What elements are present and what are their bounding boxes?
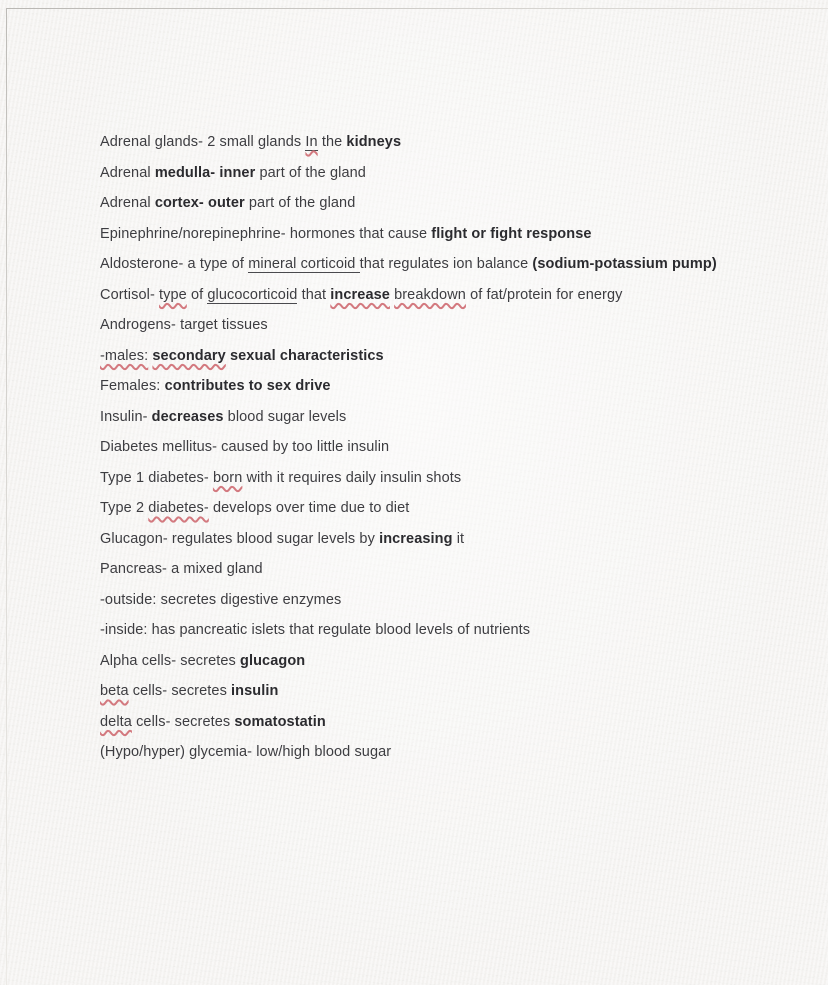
text-segment: cells- secretes [131, 713, 235, 730]
note-line [100, 252, 750, 276]
note-line [100, 466, 750, 490]
text-segment: blood sugar levels [223, 408, 347, 425]
note-line [100, 405, 750, 429]
paper-edge-left [6, 8, 7, 985]
note-line [100, 557, 750, 581]
text-segment: part of the gland [244, 195, 356, 211]
text-segment: Alpha cells- secretes [100, 652, 241, 669]
text-segment: Insulin- [100, 408, 152, 425]
text-segment: Females: [100, 378, 165, 394]
text-segment: part of the gland [255, 164, 366, 181]
text-segment: insulin [231, 683, 279, 699]
text-segment: it [452, 530, 465, 547]
text-segment: kidneys [346, 134, 402, 150]
note-line [100, 527, 750, 551]
text-segment: Adrenal glands- 2 small glands [100, 134, 306, 150]
text-segment: decreases [151, 408, 224, 425]
text-segment: Adrenal [100, 195, 155, 211]
notes-body [100, 130, 750, 771]
note-line [100, 496, 750, 520]
text-segment: diabetes- [148, 500, 209, 516]
text-segment: cells- secretes [128, 683, 232, 699]
text-segment: somatostatin [234, 713, 326, 730]
text-segment: Type 1 diabetes- [100, 469, 213, 486]
note-line [100, 344, 750, 368]
text-segment: that regulates ion balance [359, 256, 533, 272]
note-line [100, 222, 750, 246]
text-segment: of fat/protein for energy [465, 286, 623, 303]
note-line [100, 588, 750, 612]
note-line [100, 161, 750, 185]
note-line [100, 130, 750, 154]
text-segment: mineral corticoid [248, 256, 360, 272]
text-segment: increasing [379, 530, 453, 547]
text-segment: glucocorticoid [207, 286, 298, 303]
text-segment: delta [100, 713, 132, 730]
text-segment: secondary [152, 347, 226, 364]
note-line [100, 679, 750, 703]
text-segment: (Hypo/hyper) glycemia- low/high blood sugar [100, 744, 392, 760]
text-segment: of [186, 286, 208, 303]
text-segment: Type 2 [100, 500, 149, 516]
text-segment: In [305, 134, 318, 150]
text-segment: the [317, 134, 347, 150]
text-segment: breakdown [394, 286, 466, 303]
text-segment: -inside: has pancreatic islets that regulate blood levels of nutrients [100, 622, 531, 638]
note-line [100, 649, 750, 673]
text-segment: sexual characteristics [229, 347, 384, 364]
text-segment: Pancreas- a mixed gland [100, 561, 263, 577]
note-line [100, 435, 750, 459]
text-segment: that [297, 286, 331, 303]
text-segment: type [159, 286, 187, 303]
text-segment: beta [100, 683, 129, 699]
note-line [100, 618, 750, 642]
text-segment: Epinephrine/norepinephrine- hormones that cause [100, 225, 432, 242]
note-line [100, 710, 750, 734]
text-segment: Diabetes mellitus- caused by too little insulin [100, 439, 390, 455]
text-segment: Glucagon- regulates blood sugar levels by [100, 530, 380, 547]
text-segment: Adrenal [100, 164, 155, 181]
text-segment: -outside: secretes digestive enzymes [100, 591, 342, 608]
note-line [100, 283, 750, 307]
note-line [100, 313, 750, 337]
paper-edge-top [6, 8, 828, 9]
note-line [100, 740, 750, 764]
text-segment: born [212, 469, 243, 486]
text-segment: cortex- outer [154, 195, 245, 211]
text-segment: glucagon [240, 652, 306, 669]
text-segment: Androgens- target tissues [100, 317, 268, 333]
text-segment: medulla- inner [154, 164, 256, 181]
text-segment: flight or fight response [431, 225, 592, 242]
text-segment: develops over time due to diet [208, 500, 410, 516]
text-segment: Cortisol- [100, 286, 160, 303]
text-segment: -males: [100, 347, 149, 364]
note-line [100, 374, 750, 398]
note-line [100, 191, 750, 215]
text-segment: (sodium-potassium pump) [532, 256, 717, 272]
text-segment: Aldosterone- a type of [100, 256, 249, 272]
text-segment: with it requires daily insulin shots [242, 469, 462, 486]
text-segment: contributes to sex drive [164, 378, 331, 394]
text-segment: increase [330, 286, 390, 303]
